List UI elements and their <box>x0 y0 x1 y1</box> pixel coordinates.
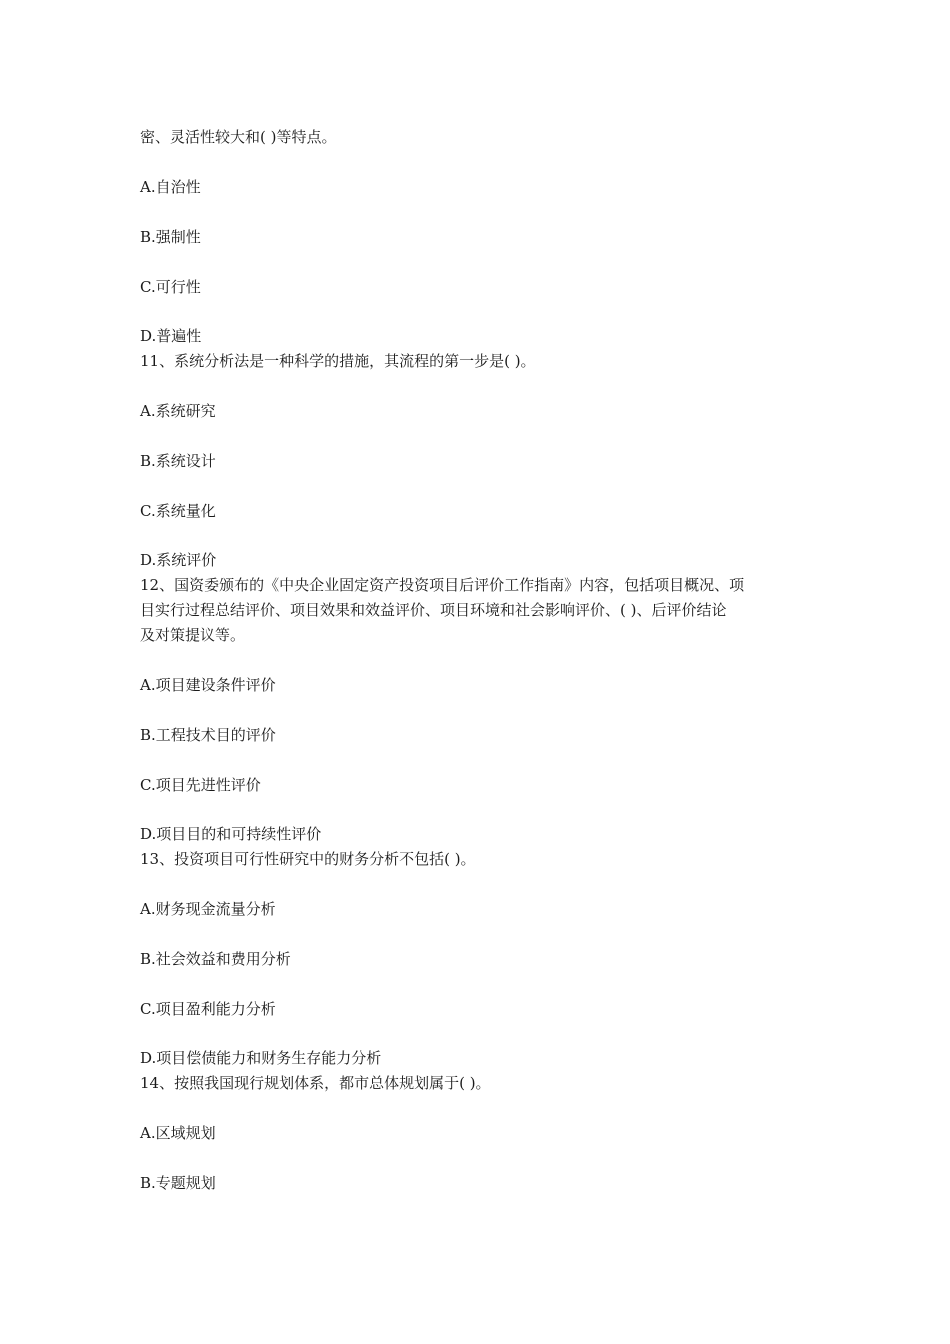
q13-stem: 13、投资项目可行性研究中的财务分析不包括( )。 <box>140 850 476 868</box>
q10-option-b: B.强制性 <box>140 228 201 246</box>
q12-option-a: A.项目建设条件评价 <box>140 676 276 694</box>
q10-option-c: C.可行性 <box>140 278 201 296</box>
q13-option-c: C.项目盈利能力分析 <box>140 1000 276 1018</box>
q12-stem-line-1: 12、国资委颁布的《中央企业固定资产投资项目后评价工作指南》内容，包括项目概况、项 <box>140 576 745 594</box>
q11-stem: 11、系统分析法是一种科学的措施，其流程的第一步是( )。 <box>140 352 536 370</box>
q10-option-d: D.普遍性 <box>140 327 202 345</box>
q11-option-d: D.系统评价 <box>140 551 217 569</box>
q13-option-d: D.项目偿债能力和财务生存能力分析 <box>140 1049 382 1067</box>
q13-option-a: A.财务现金流量分析 <box>140 900 276 918</box>
q12-stem-line-2: 目实行过程总结评价、项目效果和效益评价、项目环境和社会影响评价、( )、后评价结论 <box>140 601 727 619</box>
q14-option-b: B.专题规划 <box>140 1174 216 1192</box>
q14-option-a: A.区域规划 <box>140 1124 216 1142</box>
q13-option-b: B.社会效益和费用分析 <box>140 950 291 968</box>
q10-stem-tail: 密、灵活性较大和( )等特点。 <box>140 128 337 146</box>
q10-option-a: A.自治性 <box>140 178 201 196</box>
q14-stem: 14、按照我国现行规划体系，都市总体规划属于( )。 <box>140 1074 491 1092</box>
q12-option-b: B.工程技术目的评价 <box>140 726 276 744</box>
q12-option-d: D.项目目的和可持续性评价 <box>140 825 322 843</box>
q11-option-b: B.系统设计 <box>140 452 216 470</box>
q11-option-c: C.系统量化 <box>140 502 216 520</box>
q12-option-c: C.项目先进性评价 <box>140 776 261 794</box>
q11-option-a: A.系统研究 <box>140 402 216 420</box>
q12-stem-line-3: 及对策提议等。 <box>140 626 246 644</box>
